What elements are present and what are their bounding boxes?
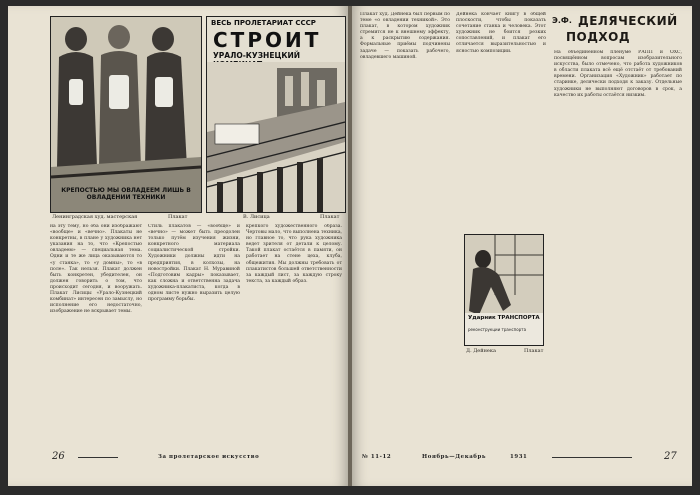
right-footer-issue: № 11-12 <box>362 454 392 460</box>
poster-workers <box>50 16 202 213</box>
poster-kombinat-caption-author: В. Лисица <box>243 214 270 220</box>
left-footer-rule <box>78 457 118 458</box>
poster-transport-caption-author: Д. Дейнека <box>466 348 496 354</box>
right-page <box>352 6 692 486</box>
left-column-2: Стиль плакатов — «вообще» и «вечно» — может быть преодолен только путём изучения жизни, конкретного материала социалистической стройки. Художники должны идти на предприятия, в колхозы, на новостройки. Плакат Н. Муравиной «Подготовим кадры» показывает, как сложна и ответственна задача художника-плакатиста, когда в одном листе нужно выразить целую программу борьбы. <box>148 224 240 303</box>
right-footer-month: Ноябрь—Декабрь <box>422 454 487 460</box>
poster-workers-artwork <box>51 17 201 212</box>
poster-kombinat-caption-type: Плакат <box>320 214 340 220</box>
article-title-line2: ПОДХОД <box>566 30 631 44</box>
poster-transport <box>464 234 544 346</box>
poster-transport-caption-type: Плакат <box>524 348 544 354</box>
poster-kombinat-headline-top: ВЕСЬ ПРОЛЕТАРИАТ СССР <box>211 19 316 27</box>
article-title-line1: ДЕЛЯЧЕСКИЙ <box>578 14 678 28</box>
right-column-3: На объединенном пленуме РАПП и ОХС, посвящённом вопросам изобразительного искусства, было отмечено, что работа художников в области плаката всё ещё отстаёт от требований времени. Организация «Художник» работает по старинке, делячески подходя к заказу. Отдельные художники не выполняют договоров в срок, а качество их работы остаётся низким. <box>554 50 682 98</box>
left-footer-title: За пролетарское искусство <box>158 454 260 460</box>
left-column-1: на эту тему, но оба они изображают «вообще» и «вечно». Плакаты не конкретны, в плане у художника нет указания на то, что «Крепостью овладеем» — специальная тема. Одни и те же лица оказываются то «у станка», то «у домны», то «в поле». Так нельзя. Плакат должен быть конкретен, убедителен, он должен говорить о том, что происходит сегодня, и вооружать. Плакат Лисицы «Урало-Кузнецкий комбинат» интересен по замыслу, но исполнение его недостаточно, изображение не вскрывает темы. <box>50 224 142 315</box>
right-column-2: Дейнека кончает книгу в общей плоскости, чтобы показать сочетание станка и человека. Этот художник не боится резких сопоставлений, и плакат его отличается выразительностью и ясностью композиции. <box>456 12 546 54</box>
left-page <box>8 6 348 486</box>
poster-kombinat-headline-main: СТРОИТ <box>213 28 322 52</box>
poster-transport-headline: Ударник ТРАНСПОРТА <box>468 315 540 321</box>
poster-kombinat <box>206 16 346 213</box>
right-column-1: Плакат худ. Дейнека был первым по теме «о овладении техникой». Это плакат, в котором художник стремится не к внешнему эффекту, а к раскрытию содержания. Формальные приёмы подчинены задаче — показать рабочего, овладевшего машиной. <box>360 12 450 60</box>
poster-workers-caption-author: Ленинградская худ. мастерская <box>52 214 138 220</box>
right-footer-rule <box>552 457 632 458</box>
poster-transport-subline: реконструкции транспорта <box>468 327 527 332</box>
poster-kombinat-artwork <box>207 62 345 212</box>
left-column-3: крепкого художественного образа. Чертовы мало, что выполнена техника, но главное то, что рука художника ведет зрителя от детали к целому. Такой плакат остаётся в памяти, он работает на стене цеха, клуба, общежития. Мы должны требовать от плакатистов большей ответственности за каждый лист, за каждую строку текста, за каждый образ. <box>246 224 342 284</box>
article-author-initials: Э.Ф. <box>552 16 572 25</box>
right-page-number: 27 <box>664 451 677 462</box>
left-page-number: 26 <box>52 451 65 462</box>
magazine-spread <box>8 6 692 486</box>
poster-workers-caption-type: Плакат <box>168 214 188 220</box>
poster-kombinat-headline-sub: УРАЛО-КУЗНЕЦКИЙ <box>213 51 301 60</box>
right-footer-year: 1931 <box>510 454 528 460</box>
poster-workers-slogan: КРЕПОСТЬЮ МЫ ОВЛАДЕЕМ ЛИШЬ В ОВЛАДЕНИИ ТЕХНИКИ <box>61 187 191 201</box>
